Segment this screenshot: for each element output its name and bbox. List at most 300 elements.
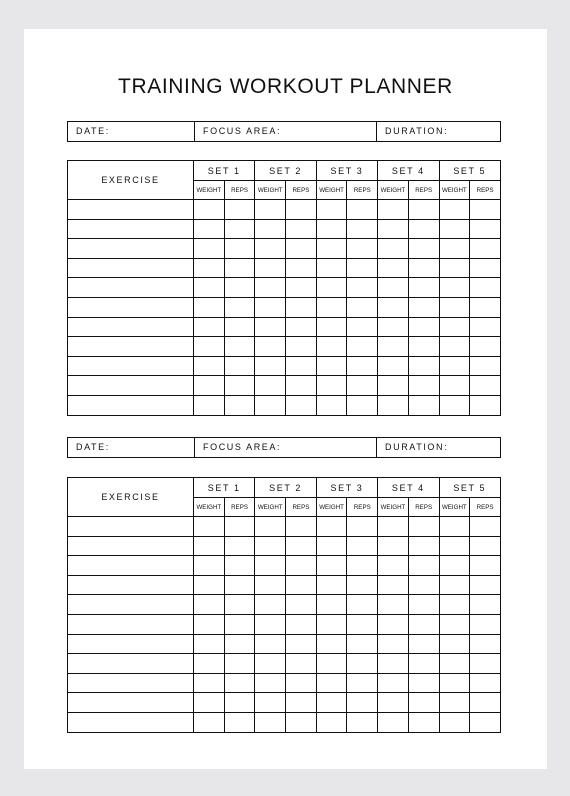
- duration-field[interactable]: DURATION:: [376, 438, 500, 457]
- reps-subheader: REPS: [224, 498, 255, 517]
- reps-cell[interactable]: [470, 376, 501, 396]
- weight-cell[interactable]: [378, 239, 409, 259]
- weight-subheader: WEIGHT: [439, 181, 470, 200]
- reps-cell[interactable]: [470, 556, 501, 576]
- weight-cell[interactable]: [194, 219, 225, 239]
- reps-cell[interactable]: [224, 693, 255, 713]
- reps-cell[interactable]: [408, 654, 439, 674]
- weight-cell[interactable]: [439, 517, 470, 537]
- set-header: SET 5: [439, 478, 501, 498]
- weight-cell[interactable]: [439, 614, 470, 634]
- weight-cell[interactable]: [378, 556, 409, 576]
- table-row: [68, 337, 501, 357]
- weight-cell[interactable]: [316, 693, 347, 713]
- reps-cell[interactable]: [224, 200, 255, 220]
- weight-cell[interactable]: [316, 673, 347, 693]
- weight-cell[interactable]: [194, 517, 225, 537]
- reps-cell[interactable]: [286, 395, 317, 415]
- reps-cell[interactable]: [408, 712, 439, 732]
- weight-cell[interactable]: [316, 536, 347, 556]
- weight-subheader: WEIGHT: [378, 181, 409, 200]
- weight-cell[interactable]: [255, 297, 286, 317]
- reps-cell[interactable]: [347, 376, 378, 396]
- weight-cell[interactable]: [439, 673, 470, 693]
- weight-cell[interactable]: [378, 517, 409, 537]
- weight-cell[interactable]: [378, 297, 409, 317]
- weight-cell[interactable]: [255, 614, 286, 634]
- table-row: [68, 634, 501, 654]
- reps-cell[interactable]: [408, 239, 439, 259]
- weight-cell[interactable]: [439, 395, 470, 415]
- table-row: [68, 297, 501, 317]
- weight-cell[interactable]: [378, 200, 409, 220]
- reps-cell[interactable]: [224, 356, 255, 376]
- weight-cell[interactable]: [439, 595, 470, 615]
- reps-cell[interactable]: [408, 614, 439, 634]
- reps-cell[interactable]: [347, 673, 378, 693]
- weight-cell[interactable]: [255, 556, 286, 576]
- weight-cell[interactable]: [439, 297, 470, 317]
- weight-cell[interactable]: [378, 278, 409, 298]
- weight-cell[interactable]: [255, 673, 286, 693]
- weight-cell[interactable]: [439, 693, 470, 713]
- exercise-cell[interactable]: [68, 278, 194, 298]
- weight-cell[interactable]: [255, 337, 286, 357]
- exercise-cell[interactable]: [68, 595, 194, 615]
- exercise-cell[interactable]: [68, 297, 194, 317]
- weight-cell[interactable]: [378, 536, 409, 556]
- exercise-cell[interactable]: [68, 673, 194, 693]
- reps-cell[interactable]: [224, 614, 255, 634]
- weight-cell[interactable]: [378, 693, 409, 713]
- reps-cell[interactable]: [408, 376, 439, 396]
- reps-cell[interactable]: [408, 595, 439, 615]
- session-info-bar-2: [67, 437, 501, 458]
- reps-subheader: REPS: [224, 181, 255, 200]
- weight-cell[interactable]: [378, 317, 409, 337]
- reps-cell[interactable]: [347, 297, 378, 317]
- date-field[interactable]: DATE:: [76, 126, 110, 136]
- weight-cell[interactable]: [439, 556, 470, 576]
- reps-cell[interactable]: [347, 712, 378, 732]
- reps-cell[interactable]: [286, 595, 317, 615]
- reps-cell[interactable]: [470, 297, 501, 317]
- reps-cell[interactable]: [347, 575, 378, 595]
- weight-cell[interactable]: [255, 356, 286, 376]
- reps-cell[interactable]: [224, 297, 255, 317]
- weight-cell[interactable]: [194, 356, 225, 376]
- reps-cell[interactable]: [470, 614, 501, 634]
- workout-table-2: [67, 477, 501, 733]
- weight-subheader: WEIGHT: [316, 181, 347, 200]
- weight-cell[interactable]: [316, 654, 347, 674]
- weight-subheader: WEIGHT: [378, 498, 409, 517]
- weight-subheader: WEIGHT: [255, 498, 286, 517]
- weight-cell[interactable]: [378, 395, 409, 415]
- table-row: [68, 536, 501, 556]
- set-header: SET 2: [255, 478, 316, 498]
- reps-cell[interactable]: [286, 556, 317, 576]
- weight-cell[interactable]: [378, 376, 409, 396]
- exercise-cell[interactable]: [68, 258, 194, 278]
- set-header: SET 4: [378, 161, 439, 181]
- weight-cell[interactable]: [194, 654, 225, 674]
- exercise-cell[interactable]: [68, 200, 194, 220]
- weight-cell[interactable]: [439, 712, 470, 732]
- weight-cell[interactable]: [316, 337, 347, 357]
- reps-cell[interactable]: [224, 634, 255, 654]
- weight-cell[interactable]: [255, 517, 286, 537]
- set-header: SET 4: [378, 478, 439, 498]
- exercise-cell[interactable]: [68, 239, 194, 259]
- exercise-cell[interactable]: [68, 712, 194, 732]
- weight-cell[interactable]: [378, 634, 409, 654]
- reps-cell[interactable]: [470, 337, 501, 357]
- session-info-bar-1: [67, 121, 501, 142]
- weight-cell[interactable]: [255, 654, 286, 674]
- date-field[interactable]: DATE:: [76, 442, 110, 452]
- reps-cell[interactable]: [408, 200, 439, 220]
- reps-cell[interactable]: [408, 395, 439, 415]
- weight-cell[interactable]: [316, 712, 347, 732]
- reps-cell[interactable]: [286, 517, 317, 537]
- reps-cell[interactable]: [224, 536, 255, 556]
- weight-cell[interactable]: [316, 317, 347, 337]
- weight-cell[interactable]: [439, 654, 470, 674]
- reps-cell[interactable]: [408, 536, 439, 556]
- set-header: SET 3: [316, 161, 377, 181]
- reps-cell[interactable]: [286, 200, 317, 220]
- reps-cell[interactable]: [224, 595, 255, 615]
- reps-cell[interactable]: [470, 317, 501, 337]
- reps-cell[interactable]: [408, 337, 439, 357]
- weight-cell[interactable]: [316, 614, 347, 634]
- reps-cell[interactable]: [408, 258, 439, 278]
- weight-cell[interactable]: [255, 258, 286, 278]
- reps-cell[interactable]: [224, 278, 255, 298]
- weight-cell[interactable]: [378, 595, 409, 615]
- exercise-header: EXERCISE: [68, 478, 194, 517]
- reps-cell[interactable]: [286, 693, 317, 713]
- weight-cell[interactable]: [316, 376, 347, 396]
- reps-cell[interactable]: [224, 556, 255, 576]
- weight-cell[interactable]: [439, 575, 470, 595]
- weight-cell[interactable]: [255, 239, 286, 259]
- reps-cell[interactable]: [408, 219, 439, 239]
- set-header: SET 1: [194, 161, 255, 181]
- workout-table-1: [67, 160, 501, 416]
- reps-cell[interactable]: [470, 239, 501, 259]
- table-row: [68, 200, 501, 220]
- weight-cell[interactable]: [378, 673, 409, 693]
- reps-cell[interactable]: [286, 278, 317, 298]
- weight-cell[interactable]: [255, 712, 286, 732]
- reps-cell[interactable]: [224, 517, 255, 537]
- table-row: [68, 575, 501, 595]
- weight-cell[interactable]: [255, 219, 286, 239]
- exercise-cell[interactable]: [68, 337, 194, 357]
- table-row: [68, 278, 501, 298]
- reps-cell[interactable]: [470, 673, 501, 693]
- exercise-cell[interactable]: [68, 634, 194, 654]
- reps-subheader: REPS: [470, 498, 501, 517]
- weight-cell[interactable]: [255, 595, 286, 615]
- reps-subheader: REPS: [347, 498, 378, 517]
- reps-cell[interactable]: [224, 239, 255, 259]
- table-row: [68, 595, 501, 615]
- weight-cell[interactable]: [378, 356, 409, 376]
- exercise-cell[interactable]: [68, 356, 194, 376]
- set-header: SET 5: [439, 161, 501, 181]
- exercise-cell[interactable]: [68, 536, 194, 556]
- reps-cell[interactable]: [347, 317, 378, 337]
- exercise-cell[interactable]: [68, 317, 194, 337]
- exercise-cell[interactable]: [68, 517, 194, 537]
- reps-subheader: REPS: [408, 181, 439, 200]
- weight-cell[interactable]: [194, 297, 225, 317]
- reps-cell[interactable]: [224, 258, 255, 278]
- weight-cell[interactable]: [439, 219, 470, 239]
- weight-cell[interactable]: [316, 395, 347, 415]
- reps-cell[interactable]: [347, 395, 378, 415]
- weight-cell[interactable]: [316, 575, 347, 595]
- reps-cell[interactable]: [470, 575, 501, 595]
- set-header: SET 1: [194, 478, 255, 498]
- weight-cell[interactable]: [194, 278, 225, 298]
- weight-cell[interactable]: [378, 337, 409, 357]
- reps-cell[interactable]: [286, 297, 317, 317]
- exercise-header: EXERCISE: [68, 161, 194, 200]
- reps-subheader: REPS: [286, 181, 317, 200]
- exercise-cell[interactable]: [68, 556, 194, 576]
- exercise-cell[interactable]: [68, 395, 194, 415]
- reps-cell[interactable]: [470, 258, 501, 278]
- reps-cell[interactable]: [470, 634, 501, 654]
- weight-cell[interactable]: [255, 376, 286, 396]
- reps-cell[interactable]: [408, 278, 439, 298]
- weight-cell[interactable]: [194, 634, 225, 654]
- weight-cell[interactable]: [316, 634, 347, 654]
- reps-cell[interactable]: [408, 556, 439, 576]
- reps-cell[interactable]: [470, 595, 501, 615]
- reps-cell[interactable]: [347, 278, 378, 298]
- weight-cell[interactable]: [194, 673, 225, 693]
- reps-cell[interactable]: [286, 673, 317, 693]
- reps-cell[interactable]: [347, 693, 378, 713]
- weight-cell[interactable]: [255, 395, 286, 415]
- reps-cell[interactable]: [286, 536, 317, 556]
- reps-cell[interactable]: [408, 693, 439, 713]
- reps-cell[interactable]: [286, 258, 317, 278]
- duration-field[interactable]: DURATION:: [376, 122, 500, 141]
- weight-cell[interactable]: [378, 258, 409, 278]
- weight-cell[interactable]: [439, 200, 470, 220]
- set-header: SET 2: [255, 161, 316, 181]
- weight-cell[interactable]: [194, 239, 225, 259]
- weight-cell[interactable]: [194, 536, 225, 556]
- weight-cell[interactable]: [439, 278, 470, 298]
- weight-cell[interactable]: [255, 317, 286, 337]
- reps-cell[interactable]: [347, 614, 378, 634]
- weight-cell[interactable]: [255, 278, 286, 298]
- weight-cell[interactable]: [316, 200, 347, 220]
- table-row: [68, 712, 501, 732]
- weight-cell[interactable]: [316, 297, 347, 317]
- page-title: TRAINING WORKOUT PLANNER: [118, 75, 453, 98]
- reps-cell[interactable]: [470, 395, 501, 415]
- weight-cell[interactable]: [194, 317, 225, 337]
- reps-cell[interactable]: [347, 200, 378, 220]
- weight-cell[interactable]: [194, 614, 225, 634]
- table-row: [68, 614, 501, 634]
- weight-cell[interactable]: [439, 356, 470, 376]
- focus-area-field[interactable]: FOCUS AREA:: [194, 438, 376, 457]
- reps-cell[interactable]: [470, 654, 501, 674]
- reps-cell[interactable]: [286, 712, 317, 732]
- reps-cell[interactable]: [408, 517, 439, 537]
- reps-cell[interactable]: [286, 654, 317, 674]
- reps-cell[interactable]: [347, 356, 378, 376]
- weight-subheader: WEIGHT: [255, 181, 286, 200]
- weight-cell[interactable]: [194, 337, 225, 357]
- weight-cell[interactable]: [439, 258, 470, 278]
- reps-cell[interactable]: [224, 376, 255, 396]
- weight-cell[interactable]: [439, 317, 470, 337]
- weight-cell[interactable]: [194, 595, 225, 615]
- reps-cell[interactable]: [408, 575, 439, 595]
- weight-cell[interactable]: [439, 239, 470, 259]
- table-row: [68, 219, 501, 239]
- reps-cell[interactable]: [286, 337, 317, 357]
- reps-cell[interactable]: [224, 673, 255, 693]
- reps-cell[interactable]: [408, 634, 439, 654]
- reps-cell[interactable]: [286, 376, 317, 396]
- table-row: [68, 395, 501, 415]
- exercise-cell[interactable]: [68, 219, 194, 239]
- reps-cell[interactable]: [470, 712, 501, 732]
- table-row: [68, 693, 501, 713]
- reps-cell[interactable]: [470, 356, 501, 376]
- reps-cell[interactable]: [470, 693, 501, 713]
- reps-cell[interactable]: [286, 239, 317, 259]
- weight-cell[interactable]: [316, 239, 347, 259]
- reps-cell[interactable]: [347, 595, 378, 615]
- reps-cell[interactable]: [408, 297, 439, 317]
- reps-cell[interactable]: [286, 614, 317, 634]
- weight-cell[interactable]: [378, 575, 409, 595]
- reps-cell[interactable]: [470, 517, 501, 537]
- reps-cell[interactable]: [224, 395, 255, 415]
- exercise-cell[interactable]: [68, 693, 194, 713]
- table-row: [68, 258, 501, 278]
- table-row: [68, 376, 501, 396]
- weight-cell[interactable]: [316, 356, 347, 376]
- weight-cell[interactable]: [194, 575, 225, 595]
- reps-cell[interactable]: [347, 556, 378, 576]
- weight-cell[interactable]: [255, 575, 286, 595]
- table-row: [68, 317, 501, 337]
- reps-cell[interactable]: [470, 536, 501, 556]
- weight-cell[interactable]: [378, 712, 409, 732]
- table-row: [68, 356, 501, 376]
- weight-cell[interactable]: [194, 376, 225, 396]
- reps-cell[interactable]: [470, 219, 501, 239]
- weight-cell[interactable]: [316, 258, 347, 278]
- set-header: SET 3: [316, 478, 377, 498]
- exercise-cell[interactable]: [68, 654, 194, 674]
- table-row: [68, 654, 501, 674]
- reps-cell[interactable]: [408, 673, 439, 693]
- weight-cell[interactable]: [439, 536, 470, 556]
- weight-cell[interactable]: [194, 258, 225, 278]
- reps-cell[interactable]: [347, 654, 378, 674]
- reps-subheader: REPS: [347, 181, 378, 200]
- weight-cell[interactable]: [378, 654, 409, 674]
- weight-cell[interactable]: [255, 634, 286, 654]
- weight-cell[interactable]: [316, 219, 347, 239]
- reps-cell[interactable]: [347, 634, 378, 654]
- weight-cell[interactable]: [316, 278, 347, 298]
- reps-cell[interactable]: [224, 654, 255, 674]
- weight-cell[interactable]: [255, 200, 286, 220]
- exercise-cell[interactable]: [68, 376, 194, 396]
- weight-cell[interactable]: [194, 395, 225, 415]
- reps-cell[interactable]: [408, 356, 439, 376]
- weight-cell[interactable]: [194, 200, 225, 220]
- reps-subheader: REPS: [286, 498, 317, 517]
- table-row: [68, 517, 501, 537]
- reps-cell[interactable]: [286, 219, 317, 239]
- reps-cell[interactable]: [347, 258, 378, 278]
- weight-cell[interactable]: [316, 517, 347, 537]
- reps-cell[interactable]: [286, 575, 317, 595]
- reps-cell[interactable]: [347, 239, 378, 259]
- weight-subheader: WEIGHT: [194, 498, 225, 517]
- weight-cell[interactable]: [378, 219, 409, 239]
- reps-cell[interactable]: [347, 536, 378, 556]
- reps-cell[interactable]: [286, 634, 317, 654]
- weight-cell[interactable]: [255, 693, 286, 713]
- reps-cell[interactable]: [286, 356, 317, 376]
- weight-cell[interactable]: [194, 712, 225, 732]
- reps-cell[interactable]: [347, 517, 378, 537]
- reps-cell[interactable]: [347, 337, 378, 357]
- exercise-cell[interactable]: [68, 614, 194, 634]
- reps-cell[interactable]: [224, 337, 255, 357]
- weight-cell[interactable]: [255, 536, 286, 556]
- reps-cell[interactable]: [286, 317, 317, 337]
- weight-cell[interactable]: [439, 337, 470, 357]
- reps-cell[interactable]: [347, 219, 378, 239]
- weight-cell[interactable]: [194, 693, 225, 713]
- reps-cell[interactable]: [224, 575, 255, 595]
- weight-subheader: WEIGHT: [316, 498, 347, 517]
- weight-cell[interactable]: [439, 634, 470, 654]
- focus-area-field[interactable]: FOCUS AREA:: [194, 122, 376, 141]
- reps-cell[interactable]: [224, 317, 255, 337]
- reps-cell[interactable]: [470, 278, 501, 298]
- weight-cell[interactable]: [194, 556, 225, 576]
- reps-cell[interactable]: [224, 219, 255, 239]
- reps-cell[interactable]: [224, 712, 255, 732]
- reps-cell[interactable]: [470, 200, 501, 220]
- weight-cell[interactable]: [378, 614, 409, 634]
- weight-cell[interactable]: [439, 376, 470, 396]
- weight-cell[interactable]: [316, 556, 347, 576]
- reps-cell[interactable]: [408, 317, 439, 337]
- exercise-cell[interactable]: [68, 575, 194, 595]
- weight-cell[interactable]: [316, 595, 347, 615]
